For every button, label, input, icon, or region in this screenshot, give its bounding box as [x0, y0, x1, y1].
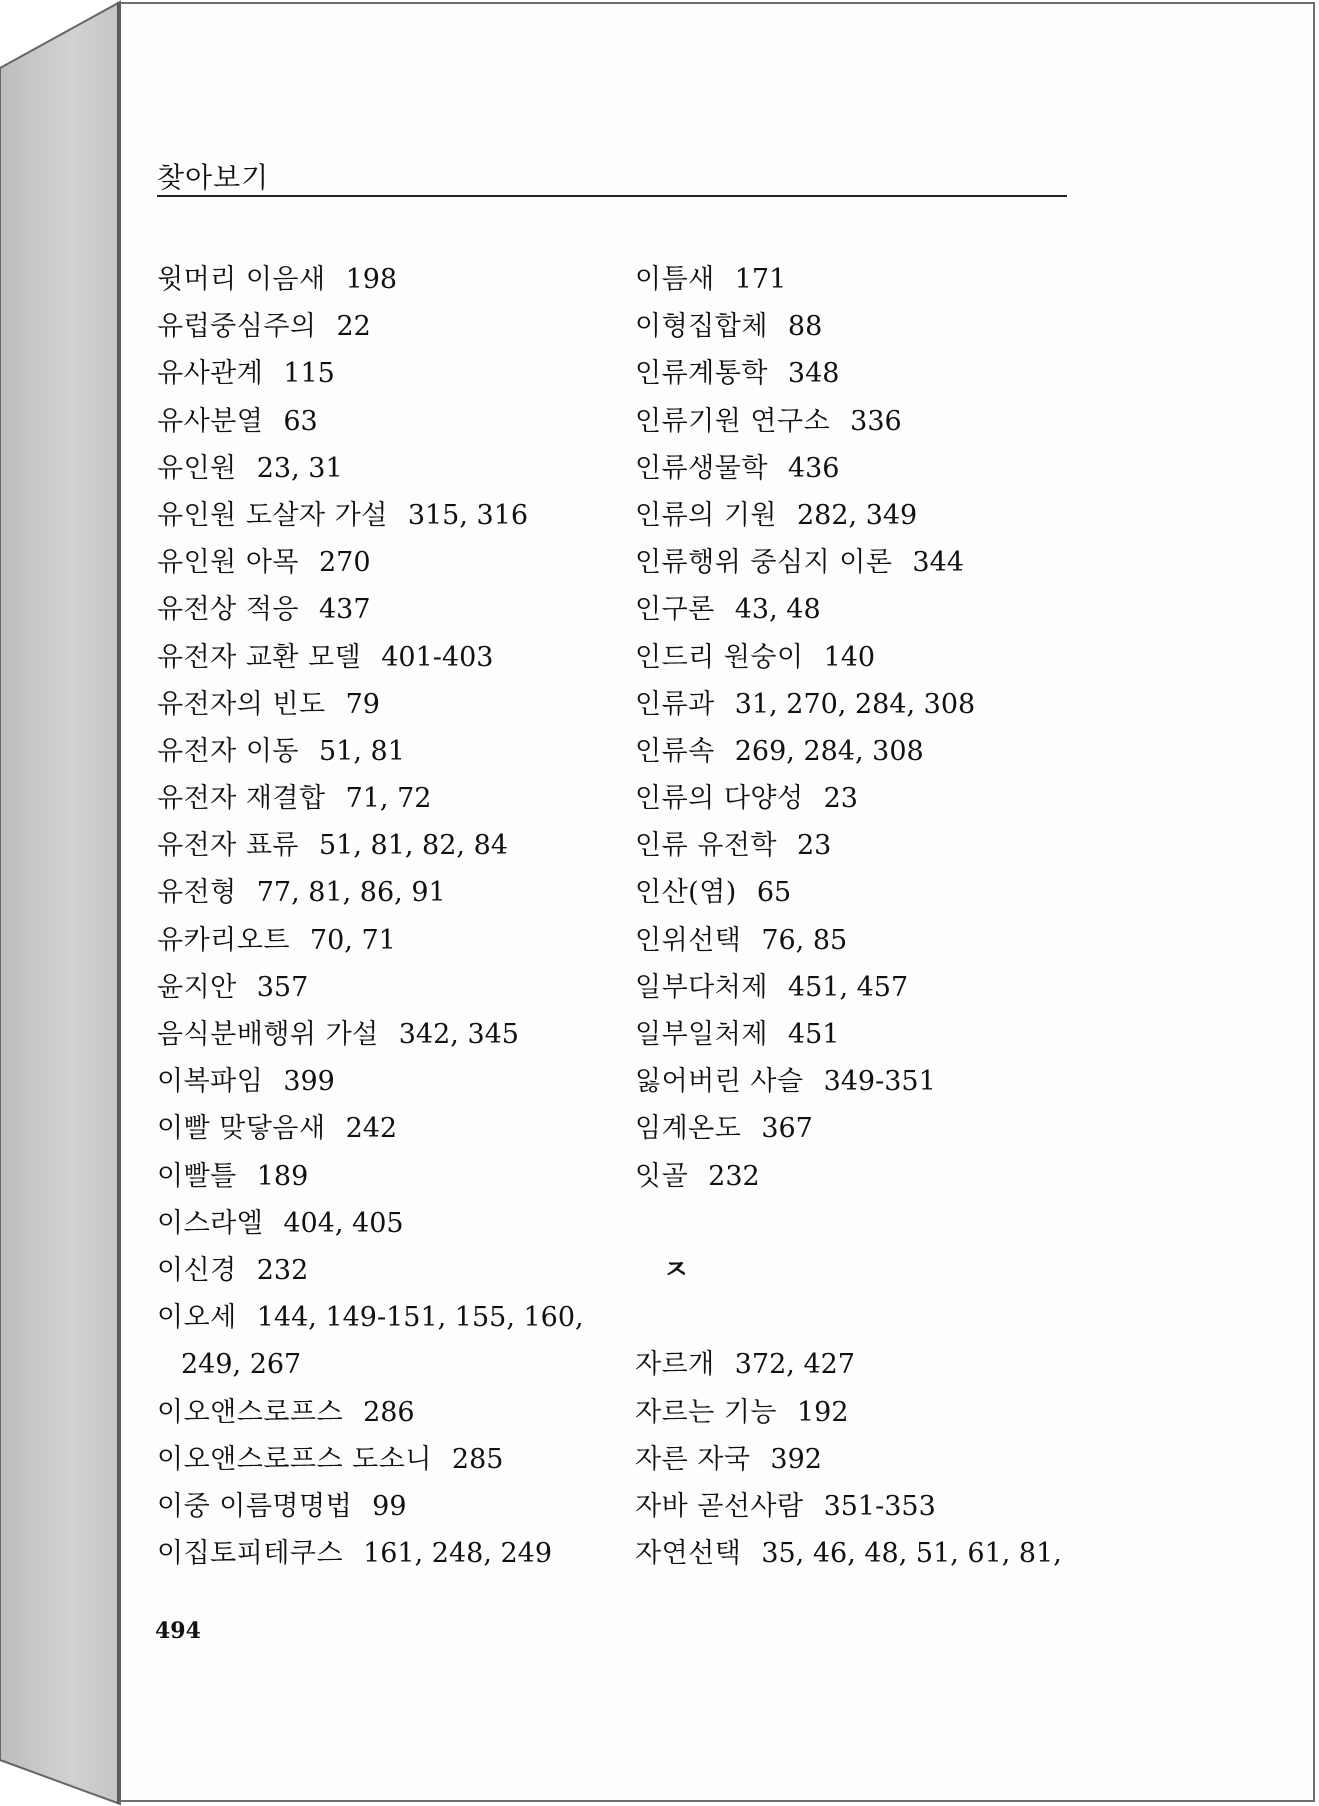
index-entry: 유전자 교환 모델 401-403	[157, 641, 494, 673]
index-entry: 인위선택 76, 85	[635, 924, 848, 956]
index-entry: 인류 유전학 23	[635, 830, 832, 862]
index-entry: 유인원 23, 31	[157, 452, 343, 484]
index-entry: 잇골 232	[635, 1160, 760, 1192]
index-entry: 음식분배행위 가설 342, 345	[157, 1019, 519, 1050]
index-entry: 일부다처제 451, 457	[635, 971, 909, 1003]
index-entry: 자르는 기능 192	[635, 1396, 849, 1428]
header-rule	[157, 195, 1067, 197]
index-entry: 인산(염) 65	[635, 877, 792, 909]
index-entry: 유전자 이동 51, 81	[157, 735, 405, 767]
index-entry: 윤지안 357	[157, 971, 309, 1003]
index-entry: 이집토피테쿠스 161, 248, 249	[157, 1538, 553, 1570]
book-spine	[0, 0, 122, 1806]
index-entry: 유전상 적응 437	[157, 594, 371, 626]
blank-line	[635, 1300, 1105, 1347]
page-number: 494	[155, 1618, 201, 1644]
index-entry: 인류행위 중심지 이론 344	[635, 547, 964, 579]
index-entry: 유카리오트 70, 71	[157, 924, 396, 956]
index-entry: 이스라엘 404, 405	[157, 1207, 404, 1239]
index-entry: 이빨틀 189	[157, 1160, 309, 1192]
section-letter: ㅈ	[663, 1254, 690, 1286]
index-entry: 윗머리 이음새 198	[157, 264, 398, 295]
index-entry: 이신경 232	[157, 1254, 309, 1286]
index-entry: 유사관계 115	[157, 358, 335, 390]
index-entry: 인류속 269, 284, 308	[635, 735, 924, 767]
index-entry: 이복파임 399	[157, 1066, 335, 1098]
blank-line	[635, 1206, 1105, 1253]
index-entry: 인류의 다양성 23	[635, 783, 858, 815]
index-entry: 이오세 144, 149-151, 155, 160,	[157, 1302, 584, 1334]
index-entry: 인드리 원숭이 140	[635, 641, 876, 673]
index-entry: 유인원 아목 270	[157, 547, 371, 579]
index-entry: 자바 곧선사람 351-353	[635, 1490, 936, 1522]
index-entry: 이중 이름명명법 99	[157, 1490, 407, 1522]
index-entry: 이오앤스로프스 도소니 285	[157, 1443, 504, 1475]
index-column-right	[635, 262, 1105, 1583]
index-entry: 잃어버린 사슬 349-351	[635, 1066, 936, 1098]
index-entry: 유전자 재결합 71, 72	[157, 783, 432, 815]
index-entry: 일부일처제 451	[635, 1019, 840, 1050]
index-entry: 유전자 표류 51, 81, 82, 84	[157, 830, 508, 862]
index-entry: 인류의 기원 282, 349	[635, 499, 918, 531]
index-entry: 자연선택 35, 46, 48, 51, 61, 81,	[635, 1538, 1062, 1570]
index-entry: 유럽중심주의 22	[157, 311, 371, 343]
index-entry: 인구론 43, 48	[635, 594, 821, 626]
index-entry: 유사분열 63	[157, 405, 318, 437]
index-entry: 유전형 77, 81, 86, 91	[157, 877, 446, 909]
index-entry: 유전자의 빈도 79	[157, 688, 380, 720]
page-header-title: 찾아보기	[157, 161, 270, 194]
index-entry-continuation: 249, 267	[181, 1349, 302, 1381]
index-entry: 이오앤스로프스 286	[157, 1396, 415, 1428]
index-entry: 이빨 맞닿음새 242	[157, 1113, 398, 1145]
index-entry: 이틈새 171	[635, 264, 787, 295]
index-column-left	[157, 262, 627, 1583]
index-entry: 인류과 31, 270, 284, 308	[635, 688, 976, 720]
index-entry: 자른 자국 392	[635, 1443, 822, 1475]
index-entry: 이형집합체 88	[635, 311, 823, 343]
index-entry: 자르개 372, 427	[635, 1349, 855, 1381]
index-entry: 임계온도 367	[635, 1113, 813, 1145]
index-entry: 인류기원 연구소 336	[635, 405, 902, 437]
index-entry: 인류생물학 436	[635, 452, 840, 484]
index-entry: 유인원 도살자 가설 315, 316	[157, 499, 529, 531]
index-entry: 인류계통학 348	[635, 358, 840, 390]
